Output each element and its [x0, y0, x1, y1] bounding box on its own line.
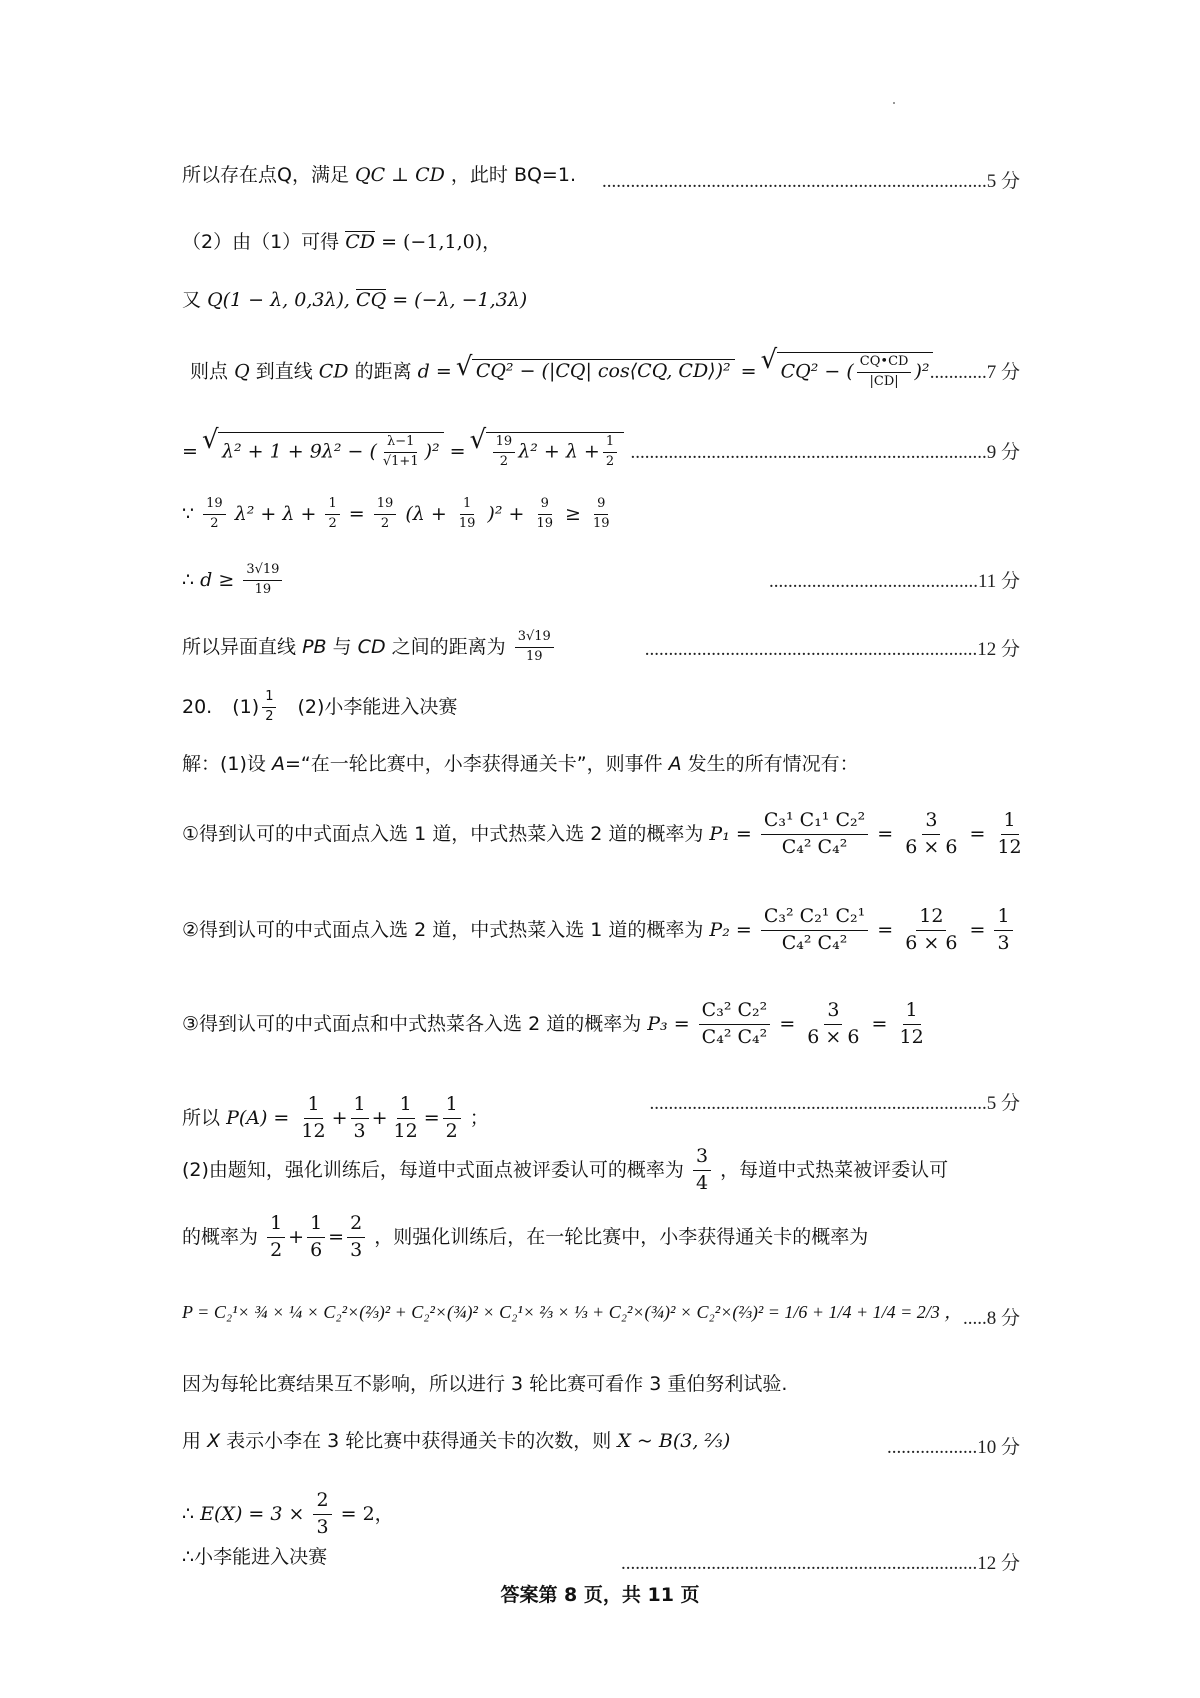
math: PB	[302, 635, 327, 658]
sqrt-expr	[486, 432, 625, 470]
math: =	[182, 440, 198, 463]
frac-den: C₄² C₄²	[701, 1025, 768, 1048]
math: = 2，	[340, 1502, 394, 1525]
text: (2)由题知，强化训练后，每道中式面点被评委认可的概率为	[182, 1158, 684, 1181]
sqrt-expr	[218, 432, 444, 470]
score-5-a: .................................................................................5 分	[601, 171, 1020, 192]
line-because	[182, 497, 616, 532]
text: （2）由（1）可得	[182, 231, 340, 253]
frac-num: 3√19	[515, 630, 554, 648]
frac-num: 1	[603, 435, 617, 453]
text: 之间的距离为	[391, 635, 506, 658]
math: (λ +	[405, 502, 447, 525]
frac-num: 1	[325, 497, 339, 515]
math: =	[348, 502, 365, 525]
frac-den: C₄² C₄²	[781, 835, 848, 858]
math: A	[668, 753, 682, 775]
frac-num: λ−1	[384, 435, 417, 453]
frac-den: 12	[997, 835, 1022, 858]
line-case-2: ②得到认可的中式面点入选 2 道，中式热菜入选 1 道的概率为 P₂ = $\frac{\text{C₃² C₂¹ C₂¹}}{\text{C₄² C₄²}}$ = $\frac{12}{6 \times 6}$ = $\frac{1}{3}$	[182, 906, 1016, 955]
text: 表示小李在 3 轮比赛中获得通关卡的次数，则	[226, 1430, 612, 1452]
frac-num: 3	[693, 1146, 711, 1171]
math: E(X) = 3 ×	[200, 1502, 305, 1525]
frac-den: √1+1	[382, 453, 419, 469]
because-symbol: ∵	[182, 502, 195, 525]
frac-num: 1	[262, 690, 276, 708]
math: λ² + λ +	[518, 440, 600, 463]
text: 所以存在点Q，满足	[182, 164, 349, 186]
frac-num: 1	[903, 1000, 921, 1025]
line-therefore-d	[182, 563, 285, 598]
math: P₂ =	[709, 918, 752, 941]
frac-den: 19	[536, 515, 553, 531]
text: ；	[469, 1106, 489, 1129]
math: d ≥	[200, 568, 235, 591]
score-11: ............................................11 分	[768, 571, 1020, 592]
math: )²	[914, 360, 930, 383]
math: )²	[424, 440, 440, 463]
math: λ² + λ +	[234, 502, 317, 525]
frac-den: 12	[393, 1119, 418, 1142]
frac-den: 4	[695, 1171, 709, 1194]
frac-den: 6	[310, 1238, 323, 1261]
frac-num: 1	[307, 1213, 325, 1238]
frac-den: |CD|	[869, 373, 899, 389]
score-7: ............7 分	[929, 362, 1020, 383]
frac-num: 1	[443, 1094, 461, 1119]
frac-den: 12	[301, 1119, 326, 1142]
frac-num: 2	[347, 1213, 365, 1238]
text: 则点	[190, 360, 229, 383]
math: λ² + 1 + 9λ² − (	[221, 440, 377, 463]
frac-den: 6 × 6	[807, 1025, 860, 1048]
stray-dot	[893, 102, 895, 104]
line-conclusion: ∴小李能进入决赛	[182, 1546, 328, 1568]
text: 解：(1)设	[182, 753, 266, 775]
math: =	[877, 822, 894, 845]
math: Q	[234, 360, 250, 383]
frac-den: 19	[458, 515, 476, 531]
score-10: ...................10 分	[886, 1437, 1020, 1458]
line-skew-distance	[182, 630, 557, 665]
math: = (−λ, −1,3λ)	[392, 289, 528, 311]
frac-num: 19	[374, 497, 397, 515]
math: = (−1,1,0)，	[381, 231, 502, 253]
line-q-coords	[182, 291, 527, 310]
frac-den: 2	[605, 453, 615, 469]
frac-num: 1	[397, 1094, 415, 1119]
line-expectation	[182, 1490, 394, 1539]
line-p-a: 所以 P(A) = $\frac{1}{12}$ + $\frac{1}{3}$ + $\frac{1}{12}$ = $\frac{1}{2}$ ；	[182, 1093, 489, 1142]
sqrt-expr-2	[777, 352, 934, 390]
math: )² +	[487, 502, 525, 525]
math: CD	[318, 360, 349, 383]
math: P(A) =	[226, 1106, 290, 1129]
therefore-symbol: ∴	[182, 1502, 195, 1525]
vector-cd: CD	[345, 231, 376, 253]
frac-num: 1	[994, 906, 1012, 931]
line-binomial	[182, 1432, 730, 1451]
text: ③得到认可的中式面点和中式热菜各入选 2 道的概率为	[182, 1012, 642, 1035]
text: 与	[332, 635, 352, 658]
line-training-prob	[182, 1146, 948, 1195]
line-q20-answers	[182, 690, 457, 725]
line-hot-dish-prob: 的概率为 $\frac{1}{2}$ + $\frac{1}{6}$ = $\frac{2}{3}$ ，则强化训练后，在一轮比赛中，小李获得通关卡的概率为	[182, 1212, 869, 1261]
score-12-b: ...........................................................................12 分	[620, 1553, 1020, 1574]
question-number: 20.	[182, 695, 213, 718]
frac-num: C₃² C₂²	[699, 1000, 771, 1025]
frac-den: C₄² C₄²	[781, 931, 848, 954]
frac-den: 6 × 6	[905, 835, 958, 858]
text: 所以异面直线	[182, 635, 297, 658]
frac-den: 12	[899, 1025, 924, 1048]
math: X ~ B(3, ⅔)	[617, 1430, 731, 1452]
math: P₁ =	[709, 822, 752, 845]
frac-num: 3	[922, 810, 940, 835]
score-8: .....8 分	[962, 1308, 1020, 1329]
score-9: ...........................................................................9 分	[630, 442, 1020, 463]
page-footer: 答案第 8 页，共 11 页	[500, 1584, 700, 1606]
therefore-symbol: ∴	[182, 568, 195, 591]
frac-num: 3	[824, 1000, 842, 1025]
text: 用	[182, 1430, 202, 1452]
text: 又	[182, 289, 202, 311]
frac-den: 19	[593, 515, 610, 531]
vector-cq: CQ	[356, 289, 387, 311]
frac-num: 3√19	[243, 563, 282, 581]
text: 所以	[182, 1106, 221, 1129]
line-bq	[182, 166, 576, 185]
text: (2)小李能进入决赛	[297, 695, 458, 718]
frac-num: 1	[1001, 810, 1019, 835]
frac-den: 2	[265, 708, 274, 724]
text: 的概率为	[182, 1225, 259, 1248]
score-5-b: .......................................................................5 分	[649, 1093, 1020, 1114]
frac-num: 1	[460, 497, 474, 515]
frac-num: CQ•CD	[857, 355, 912, 373]
line-cd-vector	[182, 233, 501, 252]
line-bernoulli: 因为每轮比赛结果互不影响，所以进行 3 轮比赛可看作 3 重伯努利试验.	[182, 1373, 788, 1395]
frac-den: 2	[445, 1119, 458, 1142]
math: CQ² − (	[780, 360, 854, 383]
line-distance-simplify	[182, 432, 624, 470]
frac-num: 1	[304, 1094, 322, 1119]
frac-num: 19	[203, 497, 226, 515]
text: (1)	[232, 695, 260, 718]
frac-num: 1	[267, 1213, 285, 1238]
math: QC ⊥ CD	[355, 164, 445, 186]
text: ，此时 BQ=1.	[450, 164, 576, 186]
frac-num: 12	[916, 906, 946, 931]
text: ②得到认可的中式面点入选 2 道，中式热菜入选 1 道的概率为	[182, 918, 704, 941]
math: P₃ =	[647, 1012, 690, 1035]
text: ，每道中式热菜被评委认可	[720, 1158, 949, 1181]
frac-num: C₃¹ C₁¹ C₂²	[761, 810, 868, 835]
frac-den: 19	[254, 581, 272, 597]
math: A	[271, 753, 285, 775]
math: d =	[417, 360, 452, 383]
frac-num: C₃² C₂¹ C₂¹	[761, 906, 868, 931]
text: 的距离	[354, 360, 412, 383]
line-distance-formula: 则点 Q 到直线 CD 的距离 d = √ CQ² − (|CQ| cos⟨CQ, CD⟩)² = √ CQ² − ( $\frac{CQ•CD}{|CD|}$ )²	[190, 352, 933, 390]
line-case-1: ①得到认可的中式面点入选 1 道，中式热菜入选 2 道的概率为 P₁ = $\frac{\text{C₃¹ C₁¹ C₂²}}{\text{C₄² C₄²}}$ = $\frac{3}{6 \times 6}$ = $\frac{1}{12}$	[182, 810, 1028, 859]
text: ，则强化训练后，在一轮比赛中，小李获得通关卡的概率为	[374, 1225, 869, 1248]
score-12-a: ......................................................................12 分	[644, 639, 1020, 660]
sqrt-expr: √ CQ² − (|CQ| cos⟨CQ, CD⟩)²	[472, 359, 735, 381]
frac-den: 3	[353, 1119, 366, 1142]
frac-den: 2	[328, 515, 337, 531]
text: 发生的所有情况有：	[687, 753, 859, 775]
frac-den: 3	[316, 1515, 329, 1538]
line-event-a	[182, 755, 859, 774]
math: Q(1 − λ, 0,3λ),	[207, 289, 350, 311]
frac-den: 19	[525, 648, 543, 664]
frac-num: 9	[594, 497, 608, 515]
frac-den: 2	[270, 1238, 283, 1261]
frac-num: 9	[538, 497, 552, 515]
math: X	[207, 1430, 221, 1452]
frac-den: 2	[380, 515, 390, 531]
line-p-total: P = C₂¹× ¾ × ¼ × C₂²×(⅔)² + C₂²×(¾)² × C₂¹× ⅔ × ⅓ + C₂²×(¾)² × C₂²×(⅔)² = 1/6 + 1/4 + 1/4 = 2/3 ，	[182, 1302, 963, 1322]
text: ①得到认可的中式面点入选 1 道，中式热菜入选 2 道的概率为	[182, 822, 704, 845]
frac-den: 3	[997, 931, 1010, 954]
frac-num: 2	[313, 1490, 331, 1515]
math: CD	[357, 635, 386, 658]
frac-num: 1	[351, 1094, 369, 1119]
math: =	[449, 440, 466, 463]
frac-den: 6 × 6	[905, 931, 958, 954]
frac-den: 2	[210, 515, 219, 531]
math: ≥	[565, 502, 581, 525]
frac-den: 2	[499, 453, 509, 469]
text: =“在一轮比赛中，小李获得通关卡”，则事件	[284, 753, 663, 775]
text: 到直线	[255, 360, 313, 383]
frac-den: 3	[350, 1238, 363, 1261]
frac-num: √ 19	[493, 435, 516, 453]
line-case-3: ③得到认可的中式面点和中式热菜各入选 2 道的概率为 P₃ = $\frac{\text{C₃² C₂²}}{\text{C₄² C₄²}}$ = $\frac{3}{6 \times 6}$ = $\frac{1}{12}$	[182, 1000, 930, 1049]
